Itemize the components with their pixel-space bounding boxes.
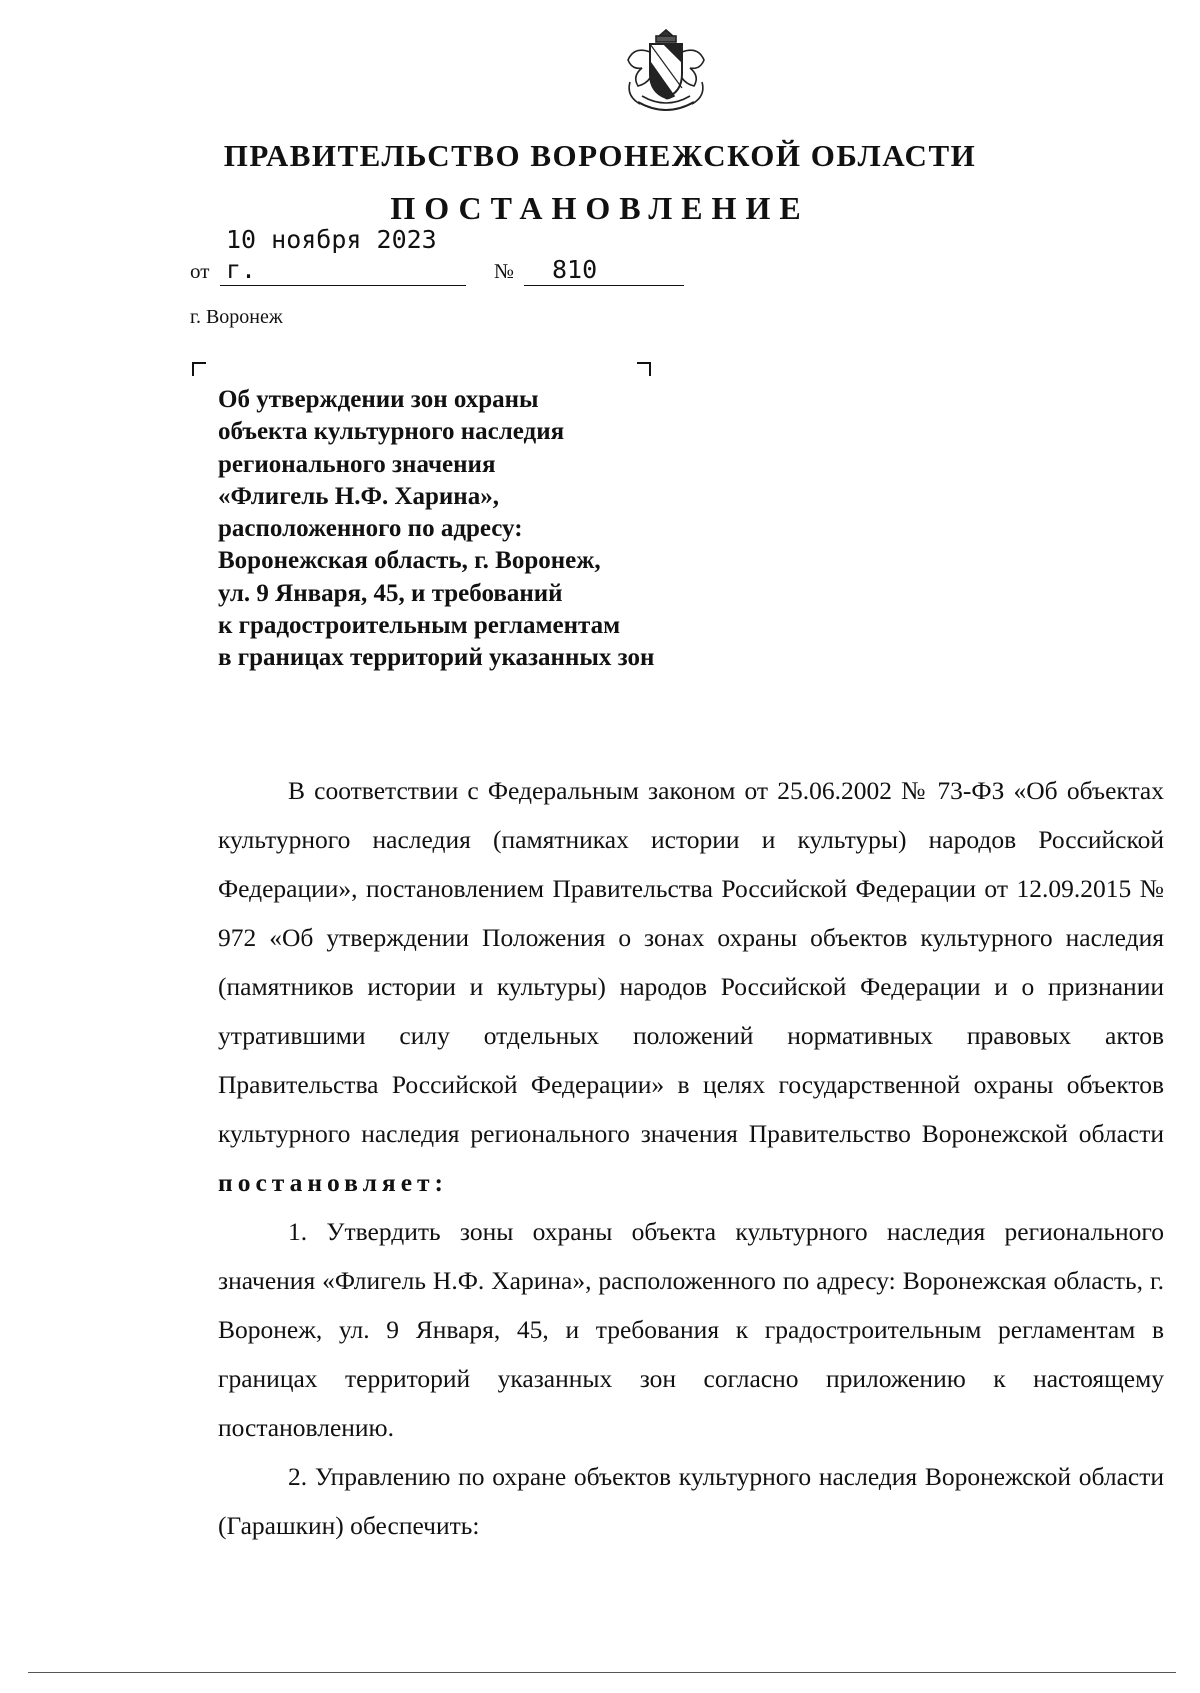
document-type: ПОСТАНОВЛЕНИЕ: [390, 190, 810, 226]
document-date: 10 ноября 2023 г.: [220, 225, 466, 286]
number-prefix: №: [494, 259, 515, 283]
title-line: объекта культурного наследия: [218, 418, 565, 446]
title-line: ул. 9 Января, 45, и требований: [218, 579, 563, 607]
title-bracket-right: [637, 362, 651, 376]
title-line: в границах территорий указанных зон: [218, 644, 655, 672]
title-line: Воронежская область, г. Воронеж,: [218, 547, 601, 575]
title-line: Об утверждении зон охраны: [218, 386, 539, 413]
date-number-line: [190, 225, 690, 290]
government-name: ПРАВИТЕЛЬСТВО ВОРОНЕЖСКОЙ ОБЛАСТИ: [223, 138, 977, 173]
item-1-paragraph: 1. Утвердить зоны охраны объекта культурного наследия регионального значения «Флигель Н.Ф. Харина», расположенного по адресу: Воронежская область, г. Воронеж, ул. 9 Января, 45, и требования к градостроительным регламентам в границах территорий указанных зон согласно приложению к настоящему постановлению.: [218, 1217, 1164, 1442]
resolves-word: постановляет:: [218, 1168, 449, 1197]
preamble-paragraph: [218, 766, 1164, 1207]
title-line: расположенного по адресу:: [218, 515, 523, 543]
title-line: к градостроительным регламентам: [218, 612, 621, 640]
city: г. Воронеж: [190, 306, 283, 328]
document-body: [218, 766, 1164, 1550]
document-number: 810: [524, 255, 684, 286]
title-line: «Флигель Н.Ф. Харина»,: [218, 482, 499, 510]
date-prefix: от: [190, 259, 210, 283]
item-2-paragraph: 2. Управлению по охране объектов культурного наследия Воронежской области (Гарашкин) обеспечить:: [218, 1462, 1164, 1540]
title-line: регионального значения: [218, 450, 496, 478]
preamble-text: В соответствии с Федеральным законом от 25.06.2002 № 73-ФЗ «Об объектах культурного наследия (памятниках истории и культуры) народов Российской Федерации», постановлением Правительства Российской Федерации от 12.09.2015 № 972 «Об утверждении Положения о зонах охраны объектов культурного наследия (памятников истории и культуры) народов Российской Федерации и о признании утратившими силу отдельных положений нормативных правовых актов Правительства Российской Федерации» в целях государственной охраны объектов культурного наследия регионального значения Правительство Воронежской области: [218, 776, 1164, 1148]
title-bracket-left: [192, 362, 206, 376]
document-title: [218, 384, 778, 675]
coat-of-arms-emblem: [616, 22, 716, 122]
footer-rule: [28, 1672, 1176, 1673]
